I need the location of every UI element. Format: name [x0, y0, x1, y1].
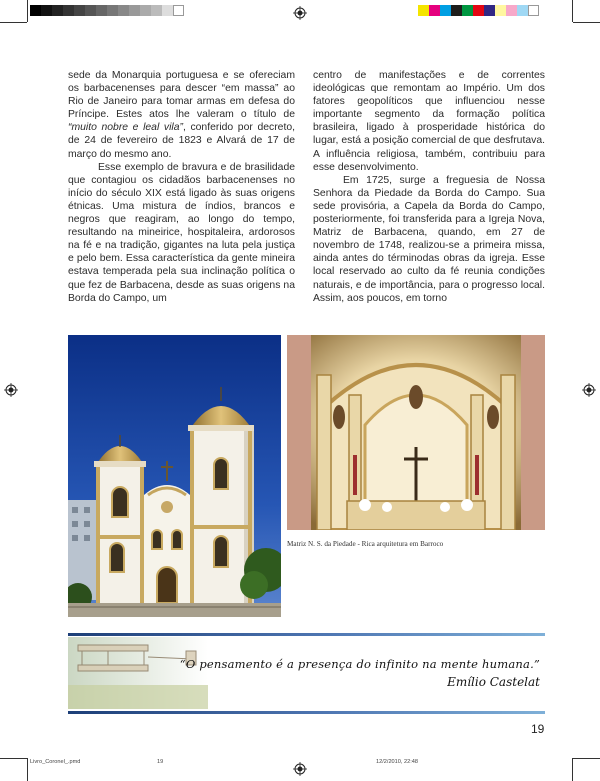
airplane-illustration — [68, 637, 208, 709]
quote-bottom-rule — [68, 711, 545, 714]
slug-date: 12/2/2010, 22:48 — [376, 759, 418, 765]
quote-author: Emílio Castelat — [447, 675, 540, 689]
registration-mark-top — [293, 6, 307, 20]
left-paragraph-2: Esse exemplo de bravura e de brasilidade que contagiou os cidadãos barbacenenses no início do século XIX está ligado às suas origens étnicas. Uma mistura de índios, brancos e negros que reagiram, ao longo do tempo, resultando na mineirice, hospitaleira, ardorosos na fé e na tradição, gigantes na luta pela justiça e pelo bem. Essa característica da gente mineira estava temperada pela sua inclinação política o que fez de Barbacena, desde as suas origens na Borda do Campo, um — [68, 161, 295, 304]
altar-photo — [287, 335, 545, 530]
quote-text: “O pensamento é a presença do infinito na mente humana.” — [179, 657, 540, 671]
registration-mark-right — [582, 383, 596, 397]
right-paragraph-1: centro de manifestações e de correntes ideológicas que remontam ao Império. Um dos fatores geopolíticos que influenciou nesse importante segmento da formação política brasileira, ligado à prosperidade histórica do lugar, está a posição comercial de que desfrutava. A influência religiosa, também, contribuiu para esse desenvolvimento. — [313, 70, 545, 173]
color-bar — [418, 5, 539, 16]
registration-mark-bottom — [293, 762, 307, 776]
page-number: 19 — [531, 722, 545, 736]
slug-filename: Livro_Coronel_.pmd — [30, 759, 81, 765]
left-paragraph-1: sede da Monarquia portuguesa e se ofereciam os barbacenenses para descer “em massa” ao Rio de Janeiro para tomar armas em defesa do Príncipe. Estes atos lhe valeram o título de “muito nobre e leal vila”, conferido por decreto, de 24 de fevereiro de 1823 e Alvará de 17 de março do mesmo ano. — [68, 70, 295, 160]
right-paragraph-2: Em 1725, surge a freguesia de Nossa Senhora da Piedade da Borda do Campo. Sua sede provisória, a Capela da Borda do Campo, posteriormente, foi transferida para a Igreja Nova, Matriz de Barbacena, quando, em 27 de novembro de 1748, realizou-se a primeira missa, ainda antes do términodas obras da igreja. Esse local reservado ao culto da fé reunia condições naturais, e de importância, para o progresso local. Assim, aos poucos, em torno — [313, 174, 545, 304]
slug-page: 19 — [157, 759, 164, 765]
quote-top-rule — [68, 633, 545, 636]
grayscale-bar — [30, 5, 184, 16]
photo-caption: Matriz N. S. da Piedade - Rica arquitetura em Barroco — [287, 540, 444, 548]
registration-mark-left — [4, 383, 18, 397]
left-column — [68, 69, 295, 305]
church-facade-photo — [68, 335, 281, 617]
right-column — [313, 69, 545, 305]
